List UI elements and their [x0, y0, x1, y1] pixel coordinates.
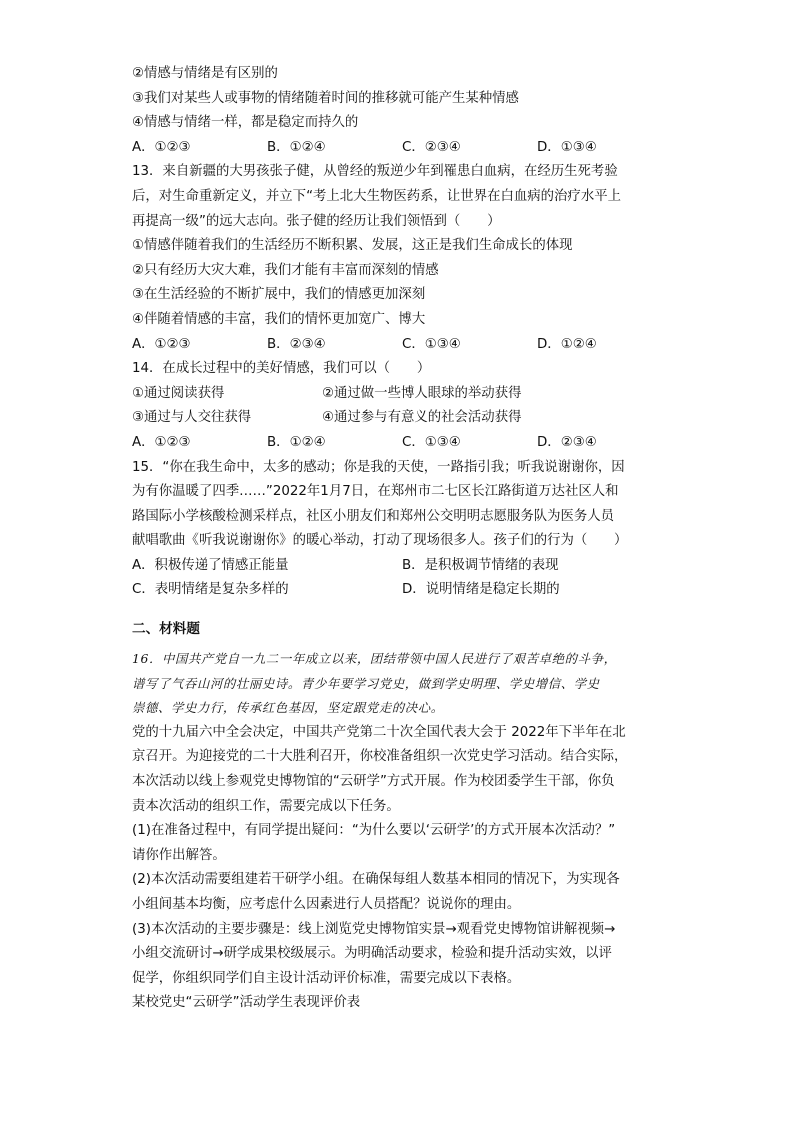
q14-option-b[interactable]: B．①②④: [267, 434, 326, 450]
q14-statement-row: [132, 406, 672, 431]
q15-option-c[interactable]: C．表明情绪是复杂多样的: [132, 582, 289, 598]
exam-page: [132, 62, 672, 1016]
q16-sub2: 小组间基本均衡，应考虑什么因素进行人员搭配？说说你的理由。: [132, 897, 521, 912]
q16-sub2: (2)本次活动需要组建若干研学小组。在确保每组人数基本相同的情况下，为实现各: [132, 872, 620, 888]
q12-option-d[interactable]: D．①③④: [537, 139, 597, 155]
q16-sub3: 促学，你组织同学们自主设计活动评价标准，需要完成以下表格。: [132, 970, 521, 986]
q13-statement: ③在生活经验的不断扩展中，我们的情感更加深刻: [132, 287, 426, 303]
q16-sub1: 请你作出解答。: [132, 847, 226, 863]
q14-statement: ①通过阅读获得: [132, 385, 225, 401]
q12-option-b[interactable]: B．①②④: [267, 139, 326, 155]
q13-option-c[interactable]: C．①③④: [402, 336, 461, 352]
q13-option-a[interactable]: A．①②③: [132, 336, 191, 352]
q15-block: [132, 456, 672, 604]
q14-option-c[interactable]: C．①③④: [402, 434, 461, 450]
q15-stem: 路国际小学核酸检测采样点，社区小朋友们和郑州公交明明志愿服务队为医务人员: [132, 508, 615, 524]
q12-statement: ②情感与情绪是有区别的: [132, 66, 278, 81]
q16-material: 16．中国共产党自一九二一年成立以来，团结带领中国人民进行了艰苦卓绝的斗争，: [132, 651, 617, 667]
q13-options: [132, 333, 672, 358]
q14-statement: ④通过参与有意义的社会活动获得: [322, 410, 522, 426]
q13-stem: 13．来自新疆的大男孩张子健，从曾经的叛逆少年到罹患白血病，在经历生死考验: [132, 164, 618, 180]
q14-options: [132, 431, 672, 456]
q15-option-a[interactable]: A．积极传递了情感正能量: [132, 557, 289, 573]
q15-options-row: [132, 578, 672, 603]
q16-sub1: (1)在准备过程中，有同学提出疑问：“为什么要以‘云研学’的方式开展本次活动？”: [132, 823, 616, 839]
section-heading: 二、材料题: [132, 621, 200, 638]
q16-body: 本次活动以线上参观党史博物馆的“云研学”方式开展。作为校团委学生干部，你负: [132, 774, 615, 790]
q13-stem: 再提高一级”的远大志向。张子健的经历让我们领悟到（ ）: [132, 213, 501, 229]
q14-stem: 14．在成长过程中的美好情感，我们可以（ ）: [132, 361, 431, 377]
q16-sub3: (3)本次活动的主要步骤是：线上浏览党史博物馆实景→观看党史博物馆讲解视频→: [132, 921, 616, 937]
q16-body: 京召开。为迎接党的二十大胜利召开，你校准备组织一次党史学习活动。结合实际，: [132, 749, 628, 765]
q15-stem: 献唱歌曲《听我说谢谢你》的暖心举动，打动了现场很多人。孩子们的行为（ ）: [132, 533, 628, 549]
q16-sub3: 小组交流研讨→研学成果校级展示。为明确活动要求，检验和提升活动实效，以评: [132, 946, 612, 962]
q13-block: [132, 160, 672, 357]
q12-options: [132, 136, 672, 161]
q16-table-title: 某校党史“云研学”活动学生表现评价表: [132, 995, 361, 1011]
q12-statement: ④情感与情绪一样，都是稳定而持久的: [132, 115, 359, 131]
q13-stem: 后，对生命重新定义，并立下“考上北大生物医药系，让世界在白血病的治疗水平上: [132, 188, 621, 204]
q14-option-a[interactable]: A．①②③: [132, 434, 191, 450]
q12-statement: ③我们对某些人或事物的情绪随着时间的推移就可能产生某种情感: [132, 90, 519, 106]
q14-block: [132, 357, 672, 455]
q13-option-d[interactable]: D．①②④: [537, 336, 597, 352]
q16-material: 谱写了气吞山河的壮丽史诗。青少年要学习党史，做到学史明理、学史增信、学史: [132, 675, 600, 691]
q15-stem: 为有你温暖了四季……”2022年1月7日，在郑州市二七区长江路街道万达社区人和: [132, 484, 619, 500]
q16-block: [132, 647, 672, 1016]
q16-material: 崇德、学史力行，传承红色基因，坚定跟党走的决心。: [132, 700, 444, 716]
q15-option-d[interactable]: D．说明情绪是稳定长期的: [402, 582, 560, 598]
q13-statement: ②只有经历大灾大难，我们才能有丰富而深刻的情感: [132, 262, 439, 278]
q14-statement: ③通过与人交往获得: [132, 410, 252, 426]
q13-statement: ①情感伴随着我们的生活经历不断积累、发展，这正是我们生命成长的体现: [132, 238, 573, 254]
q12-option-c[interactable]: C．②③④: [402, 139, 461, 155]
q12-option-a[interactable]: A．①②③: [132, 139, 191, 155]
q12-block: [132, 62, 672, 160]
q15-options-row: [132, 554, 672, 579]
q15-option-b[interactable]: B．是积极调节情绪的表现: [402, 557, 559, 573]
q13-option-b[interactable]: B．②③④: [267, 336, 326, 352]
q16-body: 责本次活动的组织工作，需要完成以下任务。: [132, 798, 400, 814]
q14-option-d[interactable]: D．②③④: [537, 434, 597, 450]
q14-statement-row: [132, 382, 672, 407]
q15-stem: 15．“你在我生命中，太多的感动；你是我的天使，一路指引我；听我说谢谢你，因: [132, 459, 625, 475]
q14-statement: ②通过做一些博人眼球的举动获得: [322, 385, 522, 401]
q16-body: 党的十九届六中全会决定，中国共产党第二十次全国代表大会于 2022年下半年在北: [132, 724, 626, 740]
q13-statement: ④伴随着情感的丰富，我们的情怀更加宽广、博大: [132, 311, 426, 327]
